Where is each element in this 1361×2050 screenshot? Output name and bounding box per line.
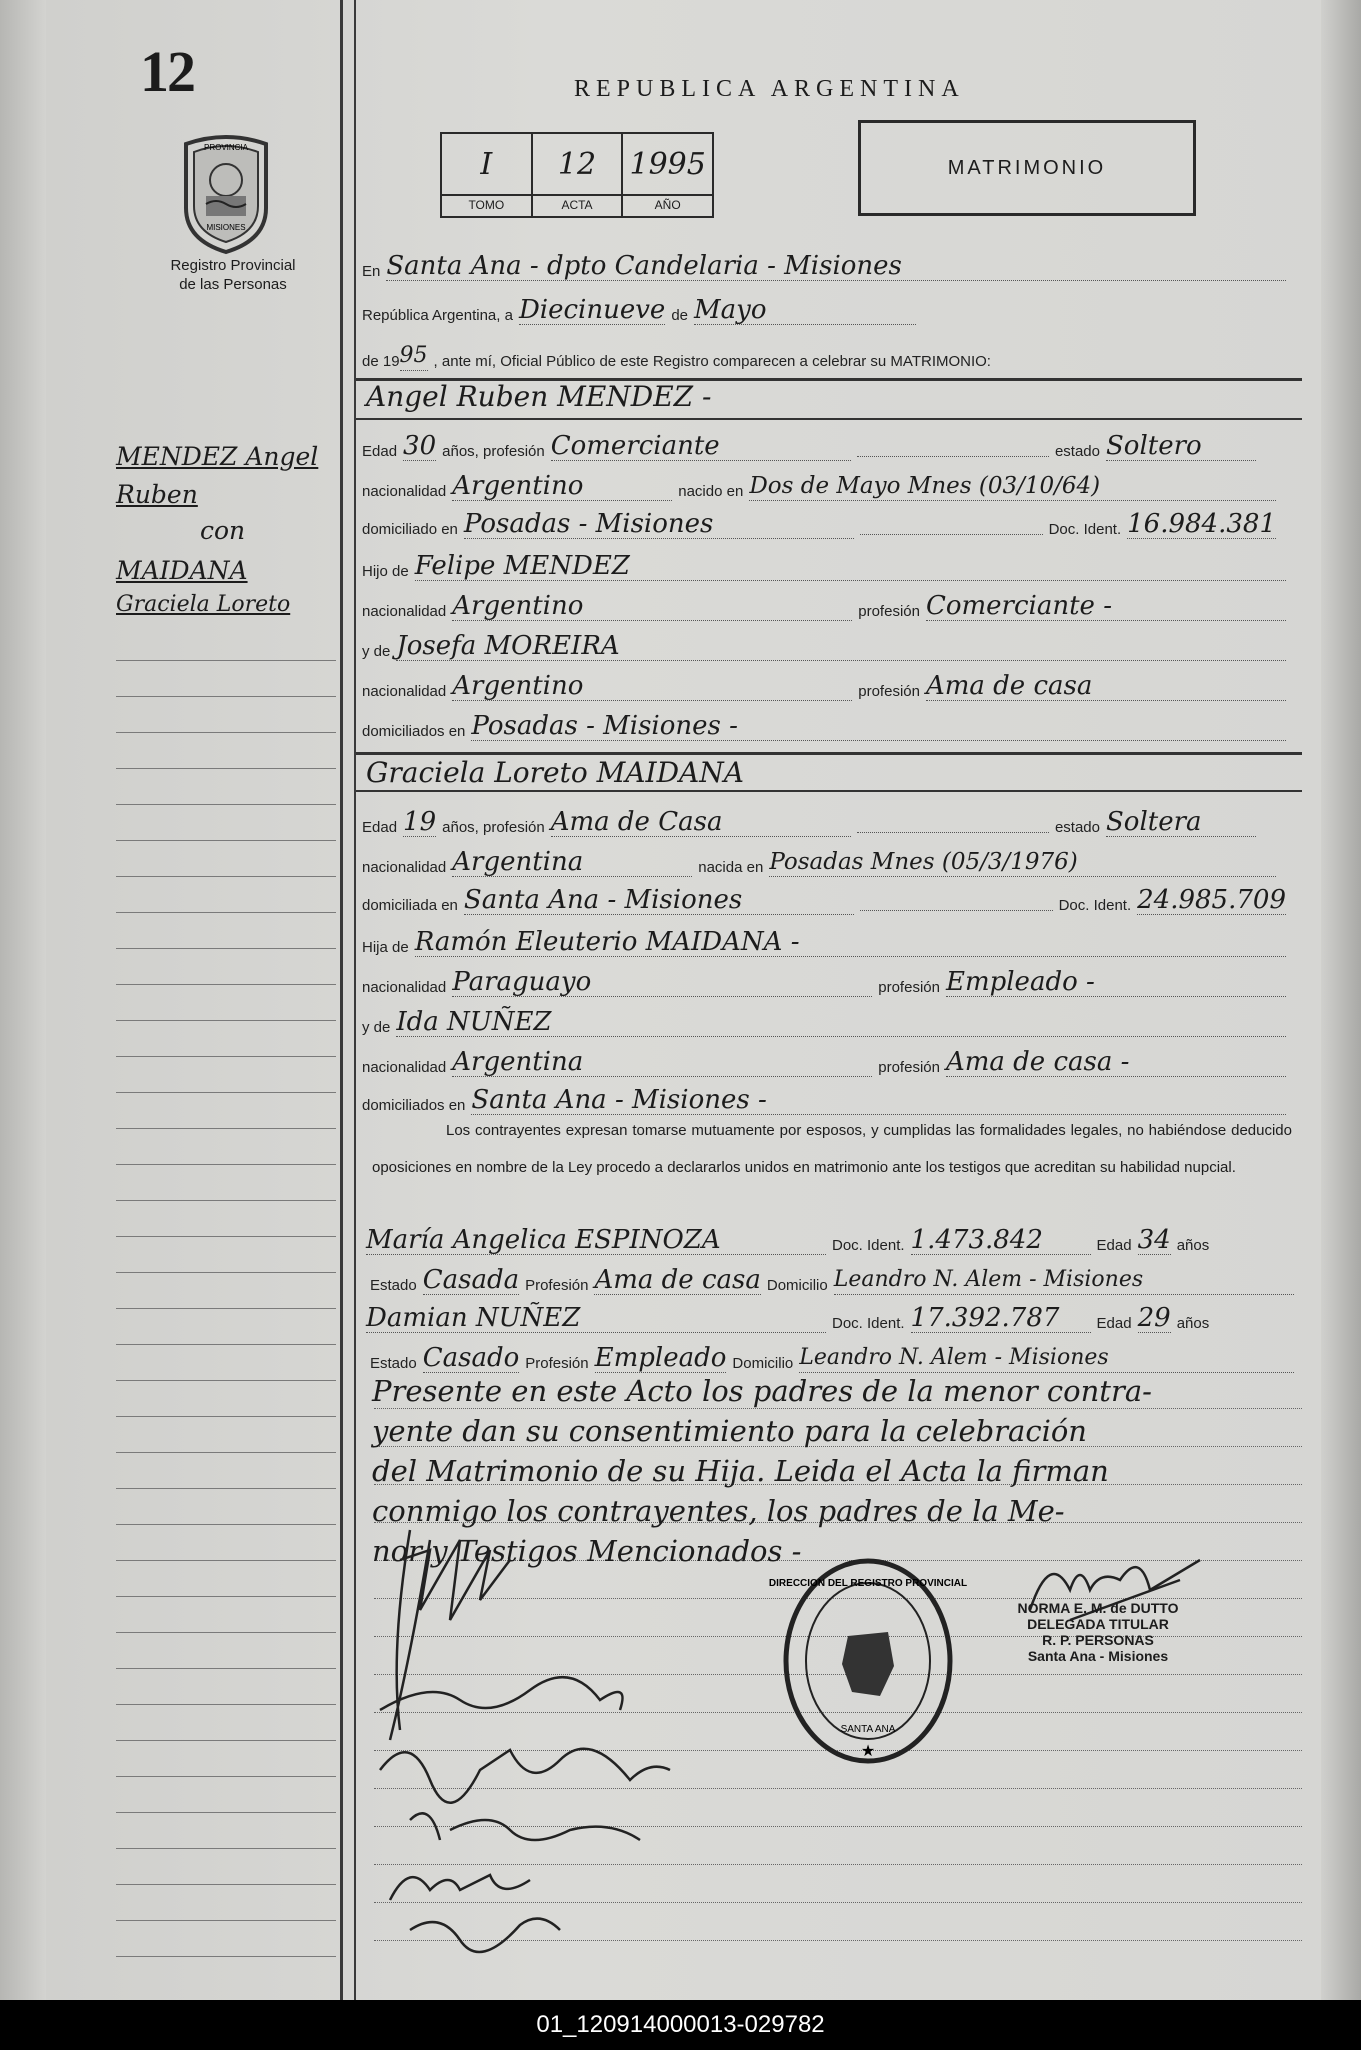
stamp-outer-text: DIRECCION DEL REGISTRO PROVINCIAL [768,1578,968,1589]
official-name: NORMA E. M. de DUTTO [1017,1600,1179,1616]
bride-parents-domicilio: Santa Ana - Misiones - [471,1086,1286,1115]
groom-estado: Soltero [1106,432,1256,461]
bride-name: Graciela Loreto MAIDANA [366,756,744,789]
bride-mother: Ida NUÑEZ [396,1008,1286,1037]
groom-mother-profesion: Ama de casa [926,672,1286,701]
groom-doc: 16.984.381 [1127,509,1276,539]
ano-value: 1995 [629,146,706,182]
witness-1-domicilio: Leandro N. Alem - Misiones [834,1266,1294,1295]
witness-1-row [366,1226,1296,1255]
groom-mother-nacionalidad-label: nacionalidad [362,683,447,700]
groom-nacionalidad: Argentino [452,472,672,501]
official-block [978,1600,1218,1664]
bride-profesion: Ama de Casa [551,808,851,837]
witness-1-name: María Angelica ESPINOZA [366,1226,826,1255]
bride-nacida-label: nacida en [698,859,764,876]
bride-doc: 24.985.709 [1137,885,1286,915]
tomo-cell [442,134,533,216]
witness-1-profesion-label: Profesión [525,1277,589,1294]
margin-note-line-2: Ruben [116,480,198,509]
bride-nacionalidad-label: nacionalidad [362,859,447,876]
groom-father-nacionalidad-label: nacionalidad [362,603,447,620]
bride-mother-details-row [362,1048,1292,1077]
margin-note-line-3: con [200,516,246,545]
witness-1-profesion: Ama de casa [594,1265,761,1295]
groom-mother-nacionalidad: Argentino [452,672,852,701]
page-left-edge [0,0,46,2000]
bride-father-profesion-label: profesión [878,979,940,996]
svg-text:★: ★ [860,1743,876,1760]
month-value: Mayo [694,296,916,325]
groom-father-profesion-label: profesión [858,603,920,620]
witness-2-anos-label: años [1176,1315,1210,1332]
witness-2-name: Damian NUÑEZ [366,1304,826,1333]
declaration-paragraph: Los contrayentes expresan tomarse mutuamente por esposos, y cumplidas las formalidades legales, no habiéndose deducido oposiciones en nombre de la Ley procedo a declararlos unidos en matrimonio ante los testigos que acreditan su habilidad nupcial. [372,1122,1292,1176]
official-office: R. P. PERSONAS [1042,1632,1154,1648]
official-title: DELEGADA TITULAR [1027,1616,1169,1632]
bride-domiciliados-label: domiciliados en [362,1097,466,1114]
witness-1-estado: Casada [422,1265,520,1295]
witness-1-doc: 1.473.842 [911,1226,1091,1255]
place-row [362,252,1292,281]
acta-label: ACTA [533,194,622,216]
bride-mother-profesion-label: profesión [878,1059,940,1076]
groom-domiciliado-label: domiciliado en [362,521,458,538]
year-prefix: de 19 [362,353,400,370]
margin-note-line-1: MENDEZ Angel [116,442,319,471]
groom-father-row [362,552,1292,581]
seal-bottom-text: MISIONES [206,223,246,232]
ano-cell [623,134,712,216]
witness-2-estado-label: Estado [370,1355,417,1372]
bride-father-nacionalidad: Paraguayo [452,968,872,997]
witness-2-doc: 17.392.787 [911,1304,1091,1333]
bride-domiciliada-label: domiciliada en [362,897,458,914]
witness-2-domicilio: Leandro N. Alem - Misiones [799,1344,1294,1373]
witness-2-edad-label: Edad [1096,1315,1132,1332]
groom-name: Angel Ruben MENDEZ - [366,380,712,413]
groom-parents-domicilio-row [362,712,1292,741]
bride-hija-label: Hija de [362,939,409,956]
bride-estado: Soltera [1106,808,1256,837]
bride-doc-label: Doc. Ident. [1058,897,1132,914]
acta-reference-table [440,132,714,218]
margin-divider-inner [354,0,356,2000]
bride-father-profesion: Empleado - [946,968,1286,997]
margin-divider-outer [340,0,343,2000]
place-value: Santa Ana - dpto Candelaria - Misiones [386,252,1286,281]
tomo-label: TOMO [442,194,531,216]
sheet-number: 12 [140,39,194,104]
groom-name-underline [356,418,1302,420]
remark-line-5: nor y Testigos Mencionados - [372,1534,802,1568]
page-right-edge [1321,0,1361,2000]
witness-2-details-row [370,1344,1300,1373]
bride-y-de-label: y de [362,1019,391,1036]
signatures-scribble-icon [370,1530,800,1950]
groom-anos-profesion-label: años, profesión [442,443,545,460]
bride-mother-row [362,1008,1292,1037]
acta-cell [533,134,624,216]
day-value: Diecinueve [518,295,666,325]
groom-mother-details-row [362,672,1292,701]
witness-2-edad: 29 [1137,1303,1171,1333]
groom-father: Felipe MENDEZ [415,552,1286,581]
groom-doc-label: Doc. Ident. [1048,521,1122,538]
witness-1-anos-label: años [1176,1237,1210,1254]
groom-estado-label: estado [1054,443,1100,460]
registry-line-2: de las Personas [179,276,287,293]
bride-nacionalidad: Argentina [452,848,692,877]
remark-line-4: conmigo los contrayentes, los padres de la Me- [372,1494,1065,1528]
intro-text: , ante mí, Oficial Público de este Registro comparecen a celebrar su MATRIMONIO: [433,353,991,370]
witness-1-doc-label: Doc. Ident. [832,1237,905,1254]
provincial-seal-icon [176,130,276,254]
groom-father-nacionalidad: Argentino [452,592,852,621]
remark-line-2: yente dan su consentimiento para la celebración [372,1414,1087,1448]
official-stamp-icon [768,1556,968,1766]
official-place: Santa Ana - Misiones [1027,1648,1169,1664]
groom-domicilio: Posadas - Misiones [464,510,854,539]
witness-1-edad-label: Edad [1096,1237,1132,1254]
bride-edad: 19 [403,807,437,837]
witness-1-details-row [370,1266,1300,1295]
bride-mother-profesion: Ama de casa - [946,1048,1286,1077]
bride-nacionalidad-row [362,848,1282,877]
witness-1-edad: 34 [1137,1225,1171,1255]
intro-row [362,342,1292,371]
bride-parents-domicilio-row [362,1086,1292,1115]
groom-edad-label: Edad [362,443,398,460]
bride-name-underline [356,790,1302,792]
groom-domicilio-row [362,510,1282,539]
witness-2-estado: Casado [422,1343,520,1373]
year-value: 95 [400,342,428,371]
witness-2-doc-label: Doc. Ident. [832,1315,905,1332]
bride-mother-nacionalidad-label: nacionalidad [362,1059,447,1076]
groom-parents-domicilio: Posadas - Misiones - [471,712,1286,741]
groom-hijo-label: Hijo de [362,563,409,580]
image-id-footer: 01_120914000013-029782 [0,2000,1361,2050]
groom-edad-row [362,432,1262,461]
groom-father-profesion: Comerciante - [926,592,1286,621]
margin-note-line-4: MAIDANA [116,556,248,585]
groom-nacionalidad-row [362,472,1282,501]
en-label: En [362,263,381,280]
de-label: de [671,307,689,324]
witness-2-row [366,1304,1296,1333]
bride-mother-nacionalidad: Argentina [452,1048,872,1077]
bride-estado-label: estado [1054,819,1100,836]
bride-father-details-row [362,968,1292,997]
witness-2-domicilio-label: Domicilio [732,1355,794,1372]
ano-label: AÑO [623,194,712,216]
bride-nacida: Posadas Mnes (05/3/1976) [769,848,1276,877]
bride-father: Ramón Eleuterio MAIDANA - [415,928,1286,957]
registry-line-1: Registro Provincial [170,257,296,274]
groom-y-de-label: y de [362,643,391,660]
witness-2-profesion: Empleado [594,1343,727,1373]
bride-father-nacionalidad-label: nacionalidad [362,979,447,996]
groom-domiciliados-label: domiciliados en [362,723,466,740]
stamp-bottom-text: SANTA ANA [840,1724,896,1735]
bride-domicilio-row [362,886,1292,915]
groom-profesion: Comerciante [551,432,851,461]
groom-mother-row [362,632,1292,661]
witness-2-profesion-label: Profesión [525,1355,589,1372]
groom-nacido: Dos de Mayo Mnes (03/10/64) [749,472,1276,501]
groom-mother-profesion-label: profesión [858,683,920,700]
groom-nacido-label: nacido en [678,483,744,500]
bride-anos-profesion-label: años, profesión [442,819,545,836]
groom-mother: Josefa MOREIRA [396,632,1286,661]
groom-father-details-row [362,592,1292,621]
remark-line-3: del Matrimonio de su Hija. Leida el Acta la firman [372,1454,1109,1488]
witness-1-estado-label: Estado [370,1277,417,1294]
remark-line-1: Presente en este Acto los padres de la menor contra- [372,1374,1152,1408]
date-row [362,296,922,325]
bride-edad-row [362,808,1262,837]
republica-label: República Argentina, a [362,307,513,324]
registry-label [138,256,328,294]
bride-father-row [362,928,1292,957]
document-type-box: MATRIMONIO [858,120,1196,216]
section-separator-2 [356,752,1302,755]
acta-value: 12 [557,146,597,182]
bride-edad-label: Edad [362,819,398,836]
country-title: REPUBLICA ARGENTINA [574,76,965,102]
witness-1-domicilio-label: Domicilio [766,1277,828,1294]
groom-edad: 30 [403,431,437,461]
bride-domicilio: Santa Ana - Misiones [464,886,854,915]
seal-top-text: PROVINCIA [203,143,249,152]
margin-note-line-5: Graciela Loreto [116,592,291,617]
groom-nacionalidad-label: nacionalidad [362,483,447,500]
tomo-value: I [480,146,493,182]
